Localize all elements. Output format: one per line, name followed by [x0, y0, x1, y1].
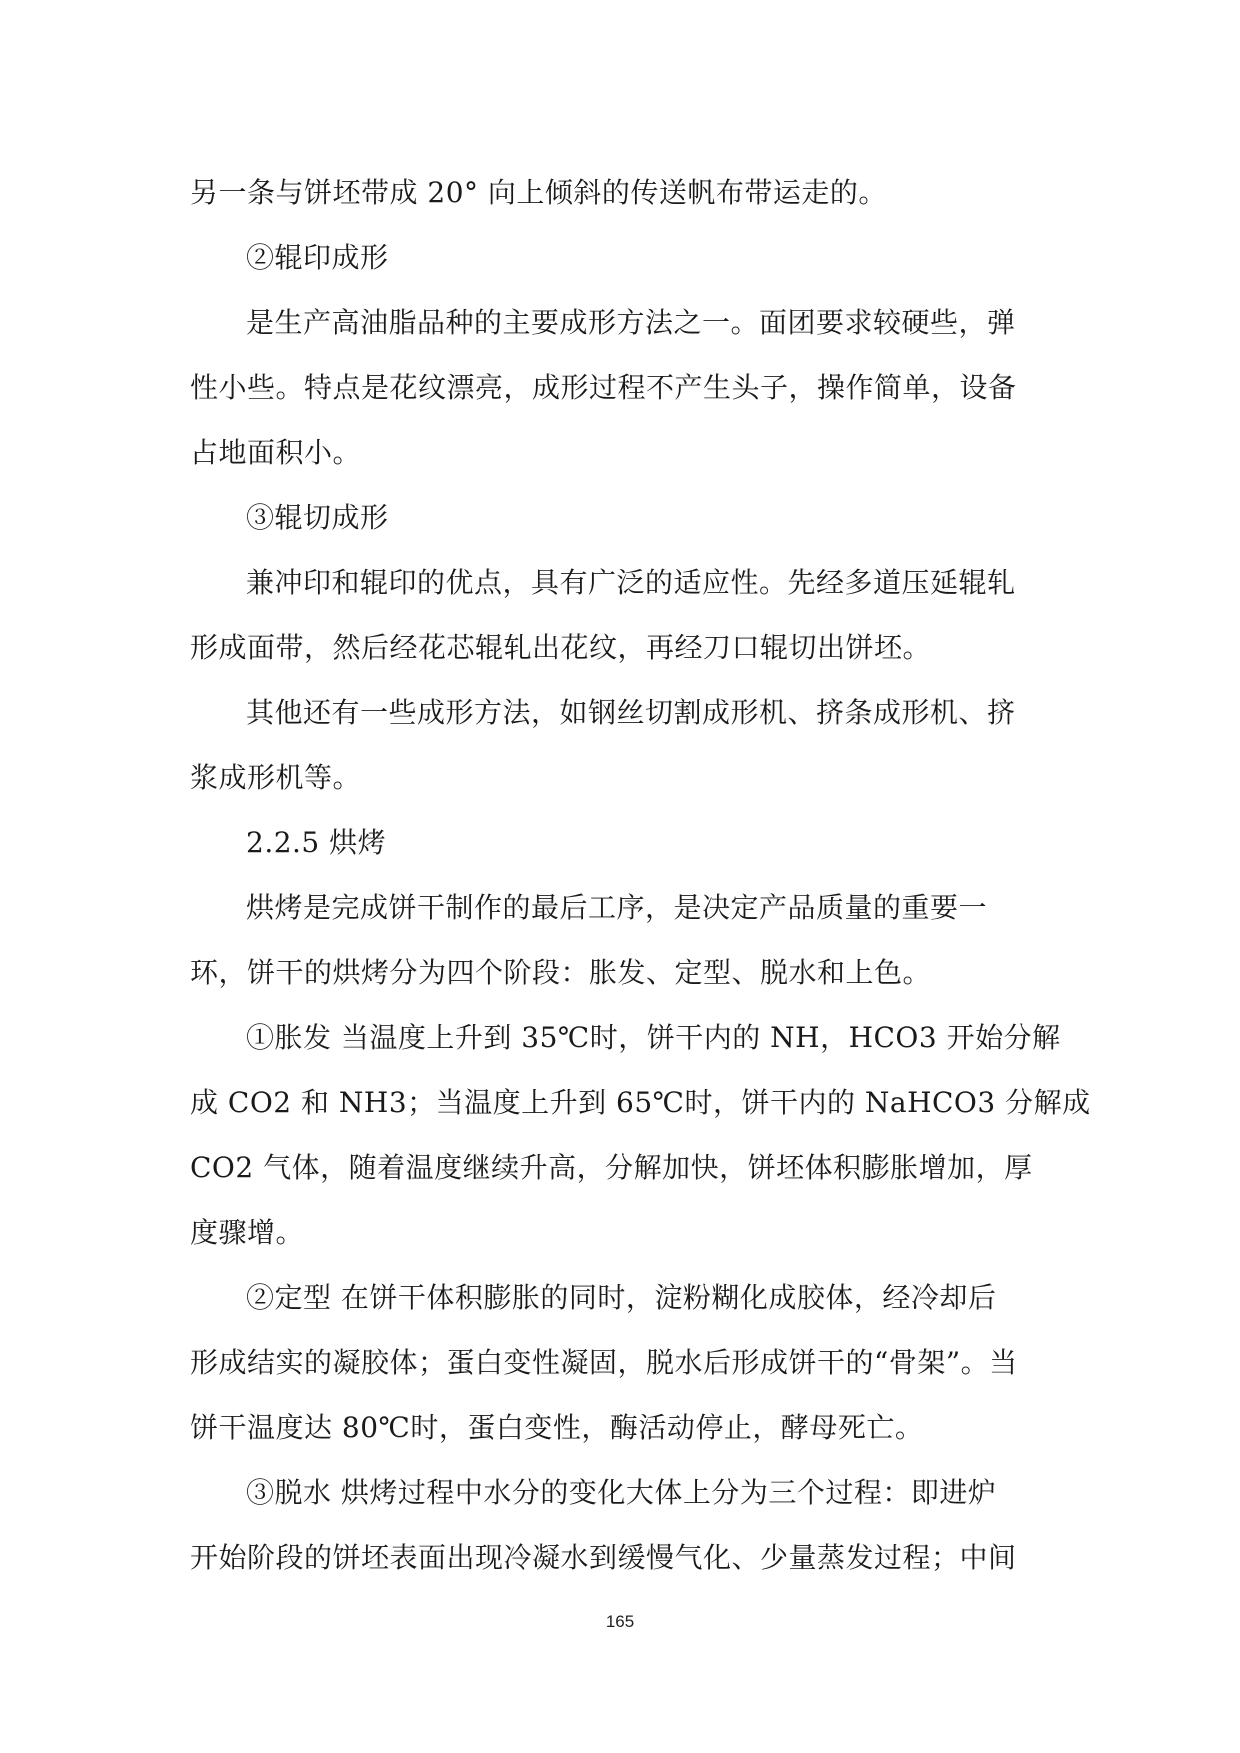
text-line: 是生产高油脂品种的主要成形方法之一。面团要求较硬些，弹 — [246, 306, 1016, 339]
text-line: 饼干温度达 80℃时，蛋白变性，酶活动停止，酵母死亡。 — [190, 1411, 924, 1444]
text-line: 开始阶段的饼坯表面出现冷凝水到缓慢气化、少量蒸发过程；中间 — [190, 1541, 1017, 1574]
text-line: 形成结实的凝胶体；蛋白变性凝固，脱水后形成饼干的“骨架”。当 — [190, 1346, 1018, 1379]
text-line: 兼冲印和辊印的优点，具有广泛的适应性。先经多道压延辊轧 — [246, 566, 1016, 599]
text-line: ②定型 在饼干体积膨胀的同时，淀粉糊化成胶体，经冷却后 — [246, 1281, 997, 1314]
text-line: ③脱水 烘烤过程中水分的变化大体上分为三个过程：即进炉 — [246, 1476, 997, 1509]
text-line: 形成面带，然后经花芯辊轧出花纹，再经刀口辊切出饼坯。 — [190, 631, 932, 664]
subheading-roll-print: ②辊印成形 — [246, 241, 389, 274]
text-line: 浆成形机等。 — [190, 761, 362, 794]
text-line: ①胀发 当温度上升到 35℃时，饼干内的 NH，HCO3 开始分解 — [246, 1021, 1061, 1054]
text-line: 度骤增。 — [190, 1216, 305, 1249]
text-line: 成 CO2 和 NH3；当温度上升到 65℃时，饼干内的 NaHCO3 分解成 — [190, 1086, 1091, 1119]
section-heading-baking: 2.2.5 烘烤 — [246, 826, 387, 859]
subheading-roll-cut: ③辊切成形 — [246, 501, 389, 534]
text-line: CO2 气体，随着温度继续升高，分解加快，饼坯体积膨胀增加，厚 — [190, 1151, 1033, 1184]
body-text — [190, 160, 1091, 1590]
text-line: 另一条与饼坯带成 20° 向上倾斜的传送帆布带运走的。 — [190, 176, 887, 209]
page-number: 165 — [605, 1612, 635, 1631]
text-line: 性小些。特点是花纹漂亮，成形过程不产生头子，操作简单，设备 — [190, 371, 1017, 404]
text-line: 烘烤是完成饼干制作的最后工序，是决定产品质量的重要一 — [246, 891, 988, 924]
text-line: 占地面积小。 — [190, 436, 362, 469]
text-line: 其他还有一些成形方法，如钢丝切割成形机、挤条成形机、挤 — [246, 696, 1016, 729]
text-line: 环，饼干的烘烤分为四个阶段：胀发、定型、脱水和上色。 — [190, 956, 932, 989]
